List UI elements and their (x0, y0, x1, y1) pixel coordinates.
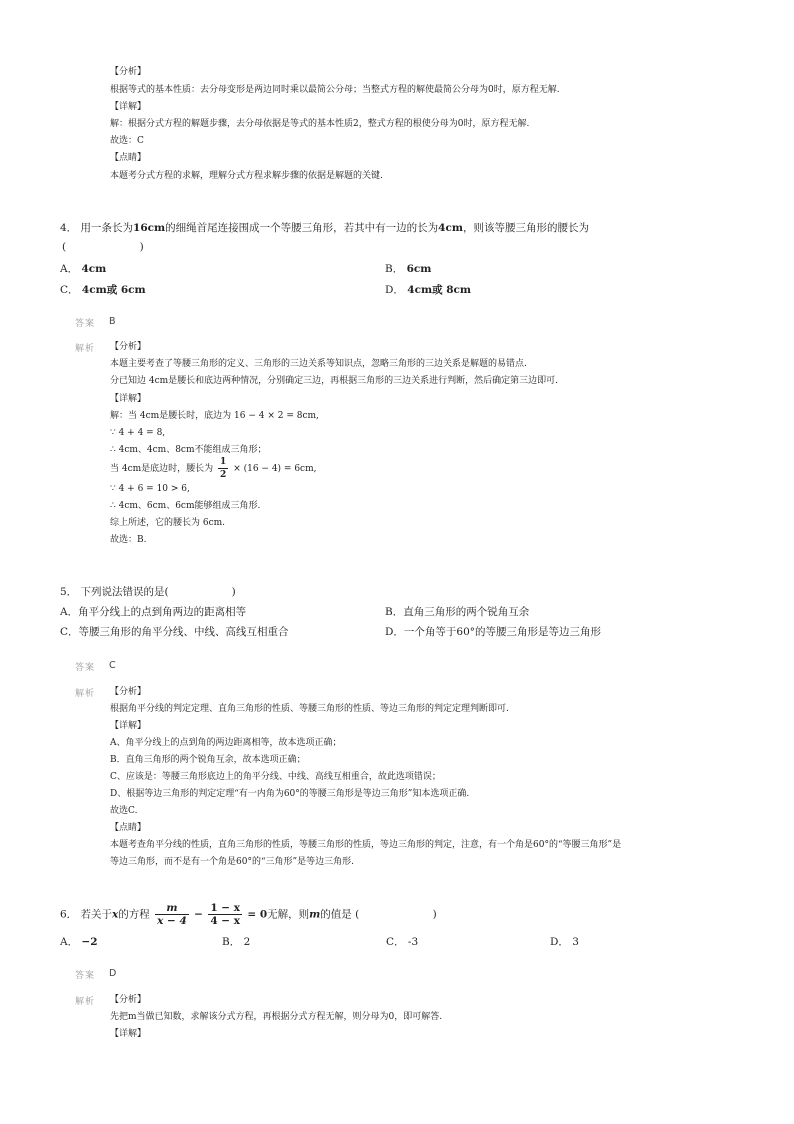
q3-analysis-text: 根据等式的基本性质：去分母变形是两边同时乘以最简公分母；当整式方程的解使最简公分母为0时，原方程无解. (110, 85, 560, 95)
q4-line-6: ∵ 4 + 4 = 8, (110, 428, 166, 438)
q5-answer: C (109, 660, 116, 671)
q4-analysis-label: 解析 (75, 344, 96, 354)
q6-option-c[interactable]: C． -3 (386, 936, 419, 948)
q5-option-b[interactable]: B．直角三角形的两个锐角互余 (385, 606, 530, 618)
q5-stem: 5． 下列说法错误的是( ) (60, 586, 236, 598)
q5-line-4: A、角平分线上的点到角的两边距离相等，故本选项正确； (110, 738, 342, 748)
q5-option-d[interactable]: D．一个角等于60°的等腰三角形是等边三角形 (385, 626, 602, 638)
q4-paren: ( ) (62, 241, 144, 253)
q4-answer-label: 答案 (75, 319, 96, 329)
q6-var-m: m (309, 908, 321, 921)
q5-line-11: 等边三角形，而不是有一个角是60°的“三角形”是等边三角形. (110, 857, 355, 867)
q4-line-12: 故选：B. (110, 535, 147, 545)
q6-option-d[interactable]: D． 3 (550, 936, 579, 948)
q4-line-2: 本题主要考查了等腰三角形的定义、三角形的三边关系等知识点，忽略三角形的三边关系是解题的易错点. (110, 359, 527, 369)
q4-fraction-line: 当 4cm是底边时，腰长为 $\frac{1}{2}$ × (16 − 4) = 6cm, (110, 457, 317, 480)
q5-line-1: 【分析】 (110, 687, 147, 697)
q5-option-c[interactable]: C．等腰三角形的角平分线、中线、高线互相重合 (60, 626, 289, 638)
q3-detail-text: 解：根据分式方程的解题步骤，去分母依据是等式的基本性质2，整式方程的根使分母为0时，原方程无解. (110, 119, 530, 129)
q5-line-10: 本题考查角平分线的性质，直角三角形的性质，等腰三角形的性质，等边三角形的判定，注意，有一个角是60°的“等腰三角形”是 (110, 840, 622, 850)
q4-answer: B (109, 316, 116, 327)
q6-analysis-label: 解析 (75, 997, 96, 1007)
q6-fraction-2: $\frac{1 - x}{4 - x}$ (210, 902, 241, 927)
q5-option-a[interactable]: A．角平分线上的点到角两边的距离相等 (60, 606, 247, 618)
q6-stem: 6． 若关于x的方程 $\frac{m}{x - 4}$ − $\frac{1 - x}{4 - x}$ = 0无解，则m的值是 ( ) (60, 902, 437, 927)
q4-stem-a: 用一条长为 (80, 222, 134, 234)
q3-analysis-tag: 【分析】 (110, 67, 147, 77)
q6-line-1: 【分析】 (110, 995, 147, 1005)
q5-line-2: 根据角平分线的判定定理、直角三角形的性质、等腰三角形的性质、等边三角形的判定定理判断即可. (110, 704, 509, 714)
q3-choose: 故选：C (110, 136, 144, 146)
q5-line-9: 【点睛】 (110, 823, 147, 833)
q3-detail-tag: 【详解】 (110, 102, 147, 112)
q4-number: 4． (60, 222, 78, 234)
q6-answer: D (109, 968, 117, 979)
q6-fraction-1: $\frac{m}{x - 4}$ (157, 902, 187, 927)
q4-stem-c: ，则该等腰三角形的腰长为 (462, 222, 589, 234)
q6-var-x: x (112, 908, 119, 921)
q6-line-2: 先把m当做已知数，求解该分式方程，再根据分式方程无解，则分母为0，即可解答. (110, 1012, 443, 1022)
q6-option-b[interactable]: B． 2 (222, 936, 251, 948)
q6-option-a[interactable]: A． −2 (60, 936, 98, 948)
q6-answer-label: 答案 (75, 971, 96, 981)
q4-line-4: 【详解】 (110, 394, 147, 404)
q5-line-6: C、应该是：等腰三角形底边上的角平分线、中线、高线互相重合，故此选项错误； (110, 772, 441, 782)
q5-line-8: 故选C. (110, 806, 138, 816)
q4-line-9: ∵ 4 + 6 = 10 > 6, (110, 484, 190, 494)
q4-stem-len: 16cm (133, 222, 166, 234)
q4-line-10: ∴ 4cm、6cm、6cm能够组成三角形. (110, 501, 261, 511)
q6-line-3: 【详解】 (110, 1029, 147, 1039)
q4-stem (60, 221, 589, 235)
q4-fraction: $\frac{1}{2}$ (220, 457, 227, 480)
q3-comment-tag: 【点睛】 (110, 153, 147, 163)
q5-line-3: 【详解】 (110, 721, 147, 731)
q4-option-b[interactable]: B． 6cm (385, 263, 432, 275)
q4-option-c[interactable]: C． 4cm或 6cm (60, 284, 146, 296)
q4-stem-side: 4cm (438, 222, 463, 234)
q4-option-a[interactable]: A． 4cm (60, 263, 107, 275)
q4-line-7: ∴ 4cm、4cm、8cm不能组成三角形； (110, 445, 267, 455)
q5-answer-label: 答案 (75, 663, 96, 673)
q4-line-5: 解：当 4cm是腰长时，底边为 16 − 4 × 2 = 8cm, (110, 411, 319, 421)
q5-line-7: D、根据等边三角形的判定定理“有一内角为60°的等腰三角形是等边三角形”知本选项正确. (110, 789, 470, 799)
q3-comment-text: 本题考分式方程的求解，理解分式方程求解步骤的依据是解题的关键. (110, 171, 383, 181)
q5-line-5: B．直角三角形的两个锐角互余，故本选项正确； (110, 755, 306, 765)
q4-stem-b: 的细绳首尾连接围成一个等腰三角形，若其中有一边的长为 (165, 222, 439, 234)
q5-analysis-label: 解析 (75, 689, 96, 699)
q4-line-3: 分已知边 4cm是腰长和底边两种情况，分别确定三边，再根据三角形的三边关系进行判断，然后确定第三边即可. (110, 376, 559, 386)
q4-line-11: 综上所述，它的腰长为 6cm. (110, 518, 226, 528)
q4-line-1: 【分析】 (110, 342, 147, 352)
q4-option-d[interactable]: D． 4cm或 8cm (385, 284, 472, 296)
